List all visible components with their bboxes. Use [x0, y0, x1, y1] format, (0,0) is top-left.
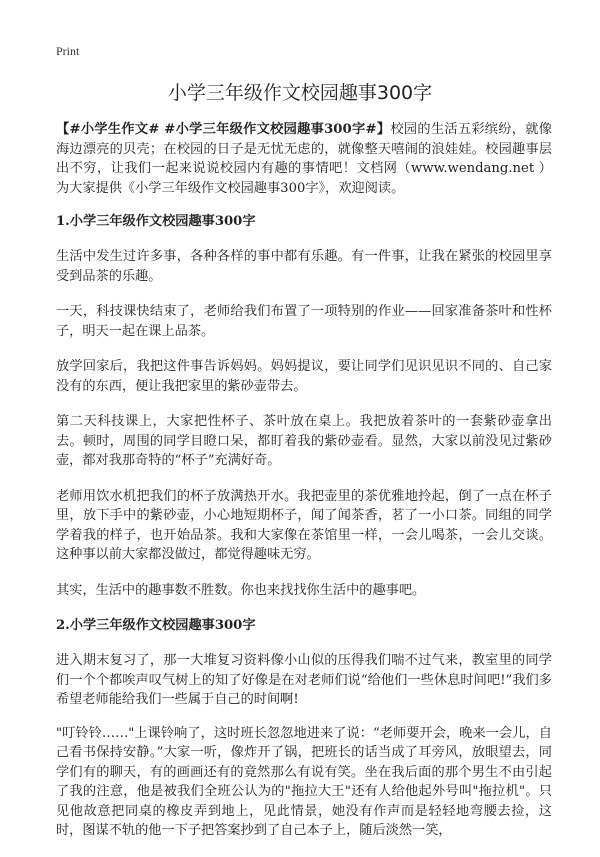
- paragraph: "叮铃铃……"上课铃响了，这时班长忽忽地进来了说：“老师要开会，晚来一会儿，自己看书保持安静。”大家一听，像炸开了锅，把班长的话当成了耳旁风，放眼望去，同学们有的聊天，有的画画还有的竟然那么有说有笑。坐在我后面的那个男生不由引起了我的注意，他是被我们全班公认为的"拖拉大王"还有人给他起外号叫"拖拉机"。只见他故意把同桌的橡皮弄到地上，见此情景，她没有作声而是轻轻地弯腰去捡，这时，图谋不轨的他一下子把答案抄到了自己本子上，随后淡然一笑，: [56, 725, 552, 838]
- intro-tags: 【#小学生作文# #小学三年级作文校园趣事300字#】: [56, 122, 391, 137]
- paragraph: 进入期末复习了，那一大堆复习资料像小山似的压得我们喘不过气来，教室里的同学们一个个都唉声叹气树上的知了好像是在对老师们说“给他们一些休息时间吧!”我们多希望老师能给我们一些属于自己的时间啊!: [56, 653, 552, 707]
- intro-text: 校园的生活五彩缤纷，就像海边漂亮的贝壳；在校园的日子是无忧无虑的，就像整天嘻闹的浪娃娃。校园趣事层出不穷，让我们一起来说说校园内有趣的事情吧！文档网（www.wendang.net ）为大家提供《小学三年级作文校园趣事300字》，欢迎阅读。: [56, 122, 552, 196]
- paragraph: 生活中发生过许多事，各种各样的事中都有乐趣。有一件事，让我在紧张的校园里享受到品茶的乐趣。: [56, 249, 552, 284]
- paragraph: 老师用饮水机把我们的杯子放满热开水。我把壶里的茶优雅地拎起，倒了一点在杯子里，放下手中的紫砂壶，小心地短期杯子，闻了闻茶香，茗了一小口茶。同组的同学学着我的样子，也开始品茶。我和大家像在茶馆里一样，一会儿喝茶，一会儿交谈。这种事以前大家都没做过，都觉得趣味无穷。: [56, 488, 552, 562]
- section-2: [56, 616, 552, 841]
- section-1: [56, 212, 552, 600]
- print-label[interactable]: Print: [56, 44, 80, 58]
- page-title: 小学三年级作文校园趣事300字: [167, 82, 433, 104]
- paragraph: 放学回家后，我把这件事告诉妈妈。妈妈提议，要让同学们见识见识不同的、自己家没有的东西，便让我把家里的紫砂壶带去。: [56, 359, 552, 394]
- paragraph: 一天，科技课快结束了，老师给我们布置了一项特别的作业——回家准备茶叶和性杯子，明天一起在课上品茶。: [56, 304, 552, 339]
- intro-paragraph: [56, 120, 552, 198]
- document-body: [56, 120, 552, 857]
- paragraph: 其实，生活中的趣事数不胜数。你也来找找你生活中的趣事吧。: [56, 582, 426, 598]
- paragraph: 第二天科技课上，大家把性杯子、茶叶放在桌上。我把放着茶叶的一套紫砂壶拿出去。顿时，周围的同学目瞪口呆，都盯着我的紫砂壶看。显然，大家以前没见过紫砂壶，都对我那奇特的“杯子”充满好奇。: [56, 414, 552, 468]
- section-heading: 2.小学三年级作文校园趣事300字: [56, 618, 256, 633]
- section-heading: 1.小学三年级作文校园趣事300字: [56, 214, 256, 229]
